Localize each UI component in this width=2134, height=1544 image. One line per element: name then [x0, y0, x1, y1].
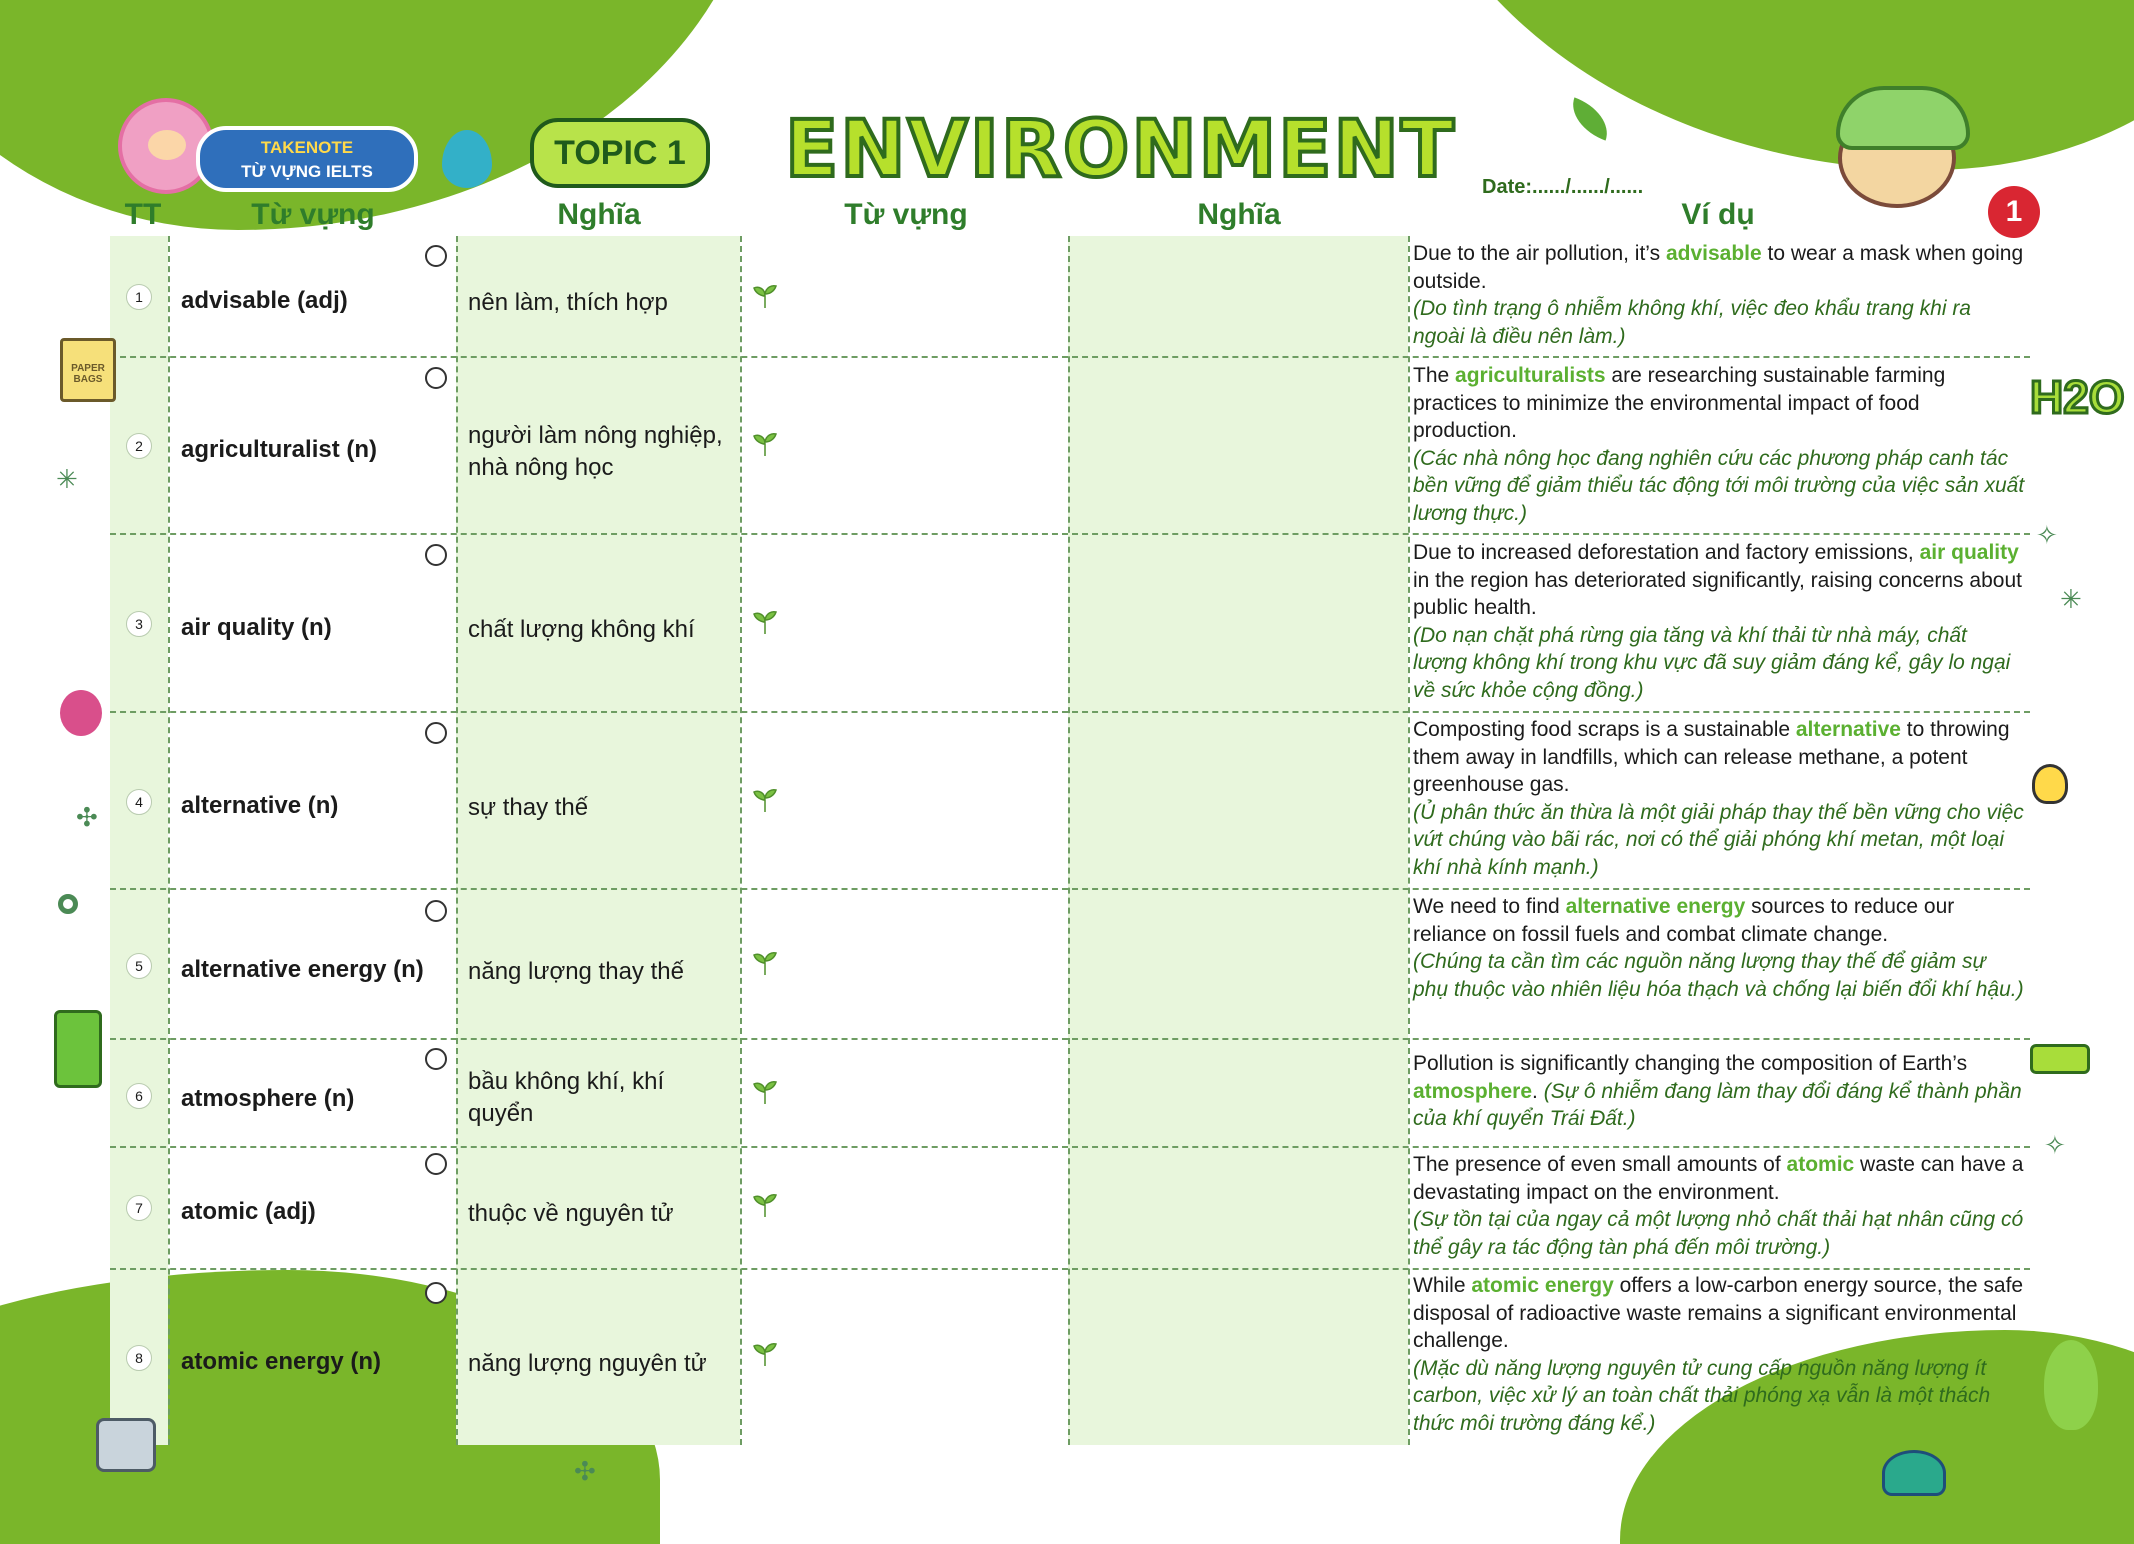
vocab-meaning: thuộc về nguyên tử — [468, 1200, 674, 1227]
meaning-practice-column-bg — [1068, 236, 1408, 1445]
sparkle-icon: ✣ — [76, 802, 98, 832]
row-divider — [110, 1038, 2030, 1040]
vocab-word: advisable (adj) — [181, 287, 348, 314]
sparkle-icon: ✣ — [574, 1456, 596, 1486]
sparkle-icon: ✧ — [2036, 520, 2058, 550]
vocab-word: atomic (adj) — [181, 1198, 316, 1225]
radish-icon — [60, 690, 102, 736]
background-blob-top-right — [1390, 0, 2134, 170]
page-number: 1 — [1988, 186, 2040, 238]
header-tt: TT — [124, 198, 162, 231]
grid-line — [740, 236, 742, 1445]
watering-can-icon — [96, 1418, 156, 1472]
row-number: 8 — [126, 1345, 152, 1371]
brand-badge — [196, 126, 418, 192]
checkbox-circle[interactable] — [425, 544, 447, 566]
vocab-meaning: năng lượng nguyên tử — [468, 1350, 707, 1377]
grid-line — [1068, 236, 1070, 1445]
vocab-word: air quality (n) — [181, 614, 332, 641]
tt-column-bg — [110, 236, 168, 1445]
ring-icon — [58, 894, 78, 914]
vocab-word: agriculturalist (n) — [181, 436, 378, 463]
checkbox-circle[interactable] — [425, 1153, 447, 1175]
example-text: The agriculturalists are researching sustainable farming practices to minimize the environmental impact of food production. (Các nhà nông học đang nghiên cứu các phương pháp canh tác bền vững để giảm thiểu tác động tới môi trường của việc sản xuất lương thực.) — [1413, 364, 2025, 525]
row-divider — [110, 533, 2030, 535]
row-number: 4 — [126, 789, 152, 815]
badge-line1: TAKENOTE — [260, 138, 354, 157]
header-meaning-practice: Nghĩa — [1197, 198, 1281, 231]
example-text: Due to increased deforestation and factory emissions, air quality in the region has deteriorated significantly, raising concerns about public health. (Do nạn chặt phá rừng gia tăng và khí thải từ nhà máy, chất lượng không khí trong khu vực đã suy giảm đáng kể, gây lo ngại về sức khỏe cộng đồng.) — [1413, 541, 2022, 702]
vocab-meaning: chất lượng không khí — [468, 616, 695, 643]
checkbox-circle[interactable] — [425, 367, 447, 389]
row-divider — [110, 1268, 2030, 1270]
topic-badge: TOPIC 1 — [530, 118, 710, 188]
row-number: 3 — [126, 611, 152, 637]
vocab-meaning: nên làm, thích hợp — [468, 289, 668, 316]
example-text: Due to the air pollution, it’s advisable to wear a mask when going outside. (Do tình trạng ô nhiễm không khí, việc đeo khẩu trang khi ra ngoài là điều nên làm.) — [1413, 242, 2024, 348]
checkbox-circle[interactable] — [425, 1048, 447, 1070]
checkbox-circle[interactable] — [425, 245, 447, 267]
example-text: Composting food scraps is a sustainable alternative to throwing them away in landfills, which can release methane, a potent greenhouse gas. (Ủ phân thức ăn thừa là một giải pháp thay thế bền vững cho việc vứt chúng vào bãi rác, nơi có thể giải phóng khí metan, một loại khí nhà kính mạnh.) — [1413, 718, 2024, 879]
sprout-icon — [752, 1342, 778, 1366]
example-text: The presence of even small amounts of atomic waste can have a devastating impact on the environment. (Sự tồn tại của ngay cả một lượng nhỏ chất thải hạt nhân cũng có thể gây ra tác động tàn phá đến môi trường.) — [1413, 1153, 2024, 1259]
header-example: Ví dụ — [1681, 198, 1755, 231]
vocab-word: alternative energy (n) — [181, 956, 424, 983]
header-word: Từ vựng — [251, 198, 375, 231]
vocab-word: alternative (n) — [181, 792, 339, 819]
checkbox-circle[interactable] — [425, 900, 447, 922]
example-text: While atomic energy offers a low-carbon energy source, the safe disposal of radioactive waste remains a significant environmental challenge. (Mặc dù năng lượng nguyên tử cung cấp nguồn năng lượng ít carbon, việc xử lý an toàn chất thải phóng xạ vẫn là một thách thức môi trường đáng kể.) — [1413, 1274, 2024, 1435]
row-number: 1 — [126, 284, 152, 310]
leaf-icon — [1564, 97, 1616, 140]
vocab-meaning: năng lượng thay thế — [468, 958, 684, 985]
row-number: 2 — [126, 433, 152, 459]
sprout-icon — [752, 1193, 778, 1217]
h2o-icon: H2O — [2030, 371, 2125, 423]
sparkle-icon: ✳ — [2060, 584, 2082, 614]
example-text: We need to find alternative energy sources to reduce our reliance on fossil fuels and combat climate change. (Chúng ta cần tìm các nguồn năng lượng thay thế để giảm sự phụ thuộc vào nhiên liệu hóa thạch và chống lại biến đổi khí hậu.) — [1413, 895, 2024, 1001]
row-number: 6 — [126, 1083, 152, 1109]
row-number: 7 — [126, 1195, 152, 1221]
example-text: Pollution is significantly changing the composition of Earth’s atmosphere. (Sự ô nhiễm đang làm thay đổi đáng kể thành phần của khí quyển Trái Đất.) — [1413, 1052, 2022, 1130]
page-title: ENVIRONMENT — [785, 105, 1456, 195]
row-divider — [110, 711, 2030, 713]
sprout-icon — [752, 610, 778, 634]
meaning-column-bg — [456, 236, 740, 1445]
badge-line2: TỪ VỰNG IELTS — [241, 162, 373, 181]
sparkle-icon: ✧ — [2044, 1130, 2066, 1160]
tree-icon — [2044, 1340, 2098, 1430]
sprout-icon — [752, 284, 778, 308]
row-number: 5 — [126, 953, 152, 979]
vocab-meaning: bầu không khí, khí quyển — [468, 1068, 665, 1127]
light-bulb-icon — [2032, 764, 2068, 804]
vocab-word: atmosphere (n) — [181, 1085, 355, 1112]
vocab-word: atomic energy (n) — [181, 1348, 382, 1375]
vocab-meaning: người làm nông nghiệp, nhà nông học — [468, 422, 723, 481]
character-icon — [1838, 108, 1956, 208]
sprout-icon — [752, 951, 778, 975]
sparkle-icon: ✳ — [56, 464, 78, 494]
header-meaning: Nghĩa — [557, 198, 641, 231]
checkbox-circle[interactable] — [425, 722, 447, 744]
bush-icon — [1882, 1450, 1946, 1496]
vocab-meaning: sự thay thế — [468, 794, 589, 821]
header-word-practice: Từ vựng — [844, 198, 968, 231]
row-divider — [110, 888, 2030, 890]
row-divider — [110, 1146, 2030, 1148]
sprout-icon — [752, 1080, 778, 1104]
trash-bin-icon — [54, 1010, 102, 1088]
grid-line — [168, 236, 170, 1445]
background-blob-top-left — [0, 0, 760, 230]
row-divider — [110, 356, 2030, 358]
sprout-icon — [752, 432, 778, 456]
grid-line — [456, 236, 458, 1445]
sprout-icon — [752, 788, 778, 812]
battery-icon — [2030, 1044, 2090, 1074]
paper-bag-icon: PAPER BAGS — [60, 338, 116, 402]
grid-line — [1408, 236, 1410, 1445]
date-field: Date:....../....../...... — [1482, 176, 1644, 198]
checkbox-circle[interactable] — [425, 1282, 447, 1304]
